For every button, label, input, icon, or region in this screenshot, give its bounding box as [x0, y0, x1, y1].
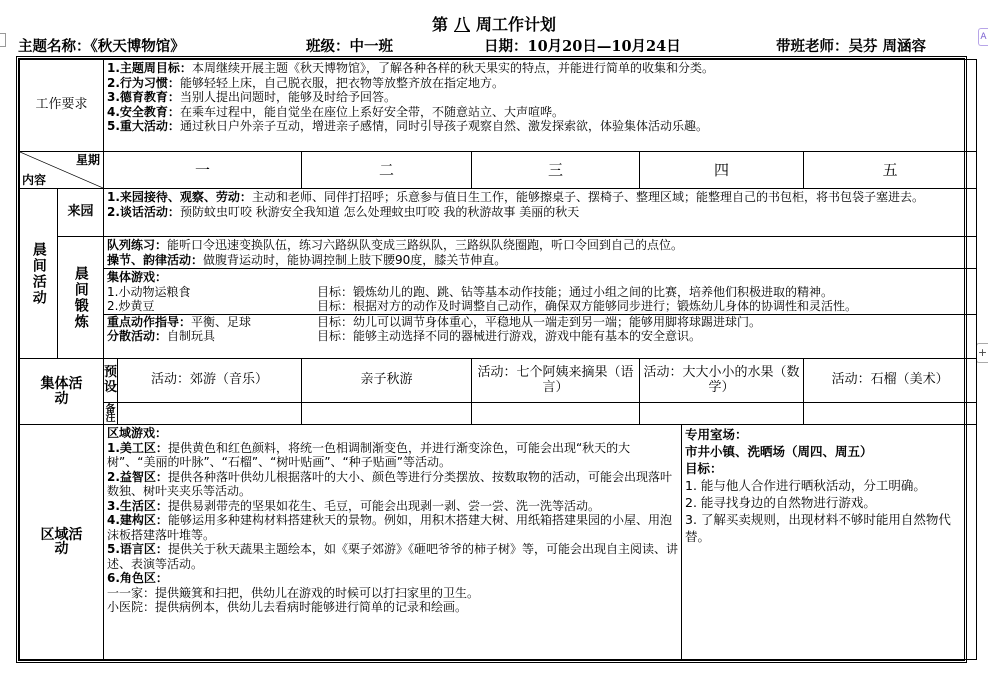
- morning-label-cell: [20, 189, 58, 359]
- preset-row: [20, 359, 977, 403]
- game-item: [107, 299, 973, 314]
- weekday-diagonal-cell: [20, 152, 104, 189]
- text-segment: 目标：幼儿可以调节身体重心，平稳地从一端走到另一端；能够用脚将球踢进球门。: [317, 314, 762, 329]
- activity-tue: 亲子秋游: [302, 359, 472, 403]
- text-segment: 2.炒黄豆: [107, 299, 155, 313]
- requirements-content: [104, 60, 977, 152]
- page-edge-marker: [0, 33, 6, 47]
- rhythm-item: 操节、韵律活动：做腹背运动时，能协调控制上肢下腰90度，膝关节伸直。: [107, 252, 507, 267]
- text-segment: 平衡、足球: [191, 314, 252, 329]
- day-thu: 四: [640, 152, 804, 189]
- preset-label: 预设: [104, 359, 118, 403]
- comment-marker-icon[interactable]: A: [978, 28, 988, 46]
- date-range: 日期：10月20日—10月24日: [484, 38, 681, 55]
- note-fri[interactable]: [804, 403, 977, 425]
- requirement-item: 1.主题周目标：本周继续开展主题《秋天博物馆》，了解各种各样的秋天果实的特点，并能进行简单的收集和分类。: [107, 61, 714, 75]
- room-goal-title: 目标：: [685, 461, 723, 476]
- text-segment: 自制玩具: [167, 329, 216, 343]
- split-item: 分散活动：自制玩具 目标：能够主动选择不同的器械进行游戏，游戏中能有基本的安全意识。: [107, 329, 702, 343]
- zone-item: 3.生活区：提供易剥带壳的坚果如花生、毛豆，可能会出现剥一剥、尝一尝、洗一洗等活动。: [107, 498, 600, 513]
- text-segment: 预防蚊虫叮咬 秋游安全我知道 怎么处理蚊虫叮咬 我的秋游故事 美丽的秋天: [179, 204, 580, 219]
- text-segment: 主动和老师、同伴打招呼；乐意参与值日生工作，能够擦桌子、摆椅子、整理区域；能整理自己的书包柜，将书包袋子塞进去。: [251, 190, 924, 204]
- note-tue[interactable]: [302, 403, 472, 425]
- text-segment: 提供关于秋天蔬果主题绘本，如《栗子郊游》《砸吧爷爷的柿子树》等，可能会出现自主阅读、讲述、表演等活动。: [107, 542, 678, 571]
- special-room: [682, 425, 977, 660]
- requirements-row: [20, 60, 977, 152]
- arrival-content: [104, 189, 977, 237]
- day-fri: 五: [804, 152, 977, 189]
- role-line: 一一家：提供簸箕和扫把，供幼儿在游戏的时候可以打扫家里的卫生。: [107, 585, 480, 600]
- requirement-item: 3.德育教育：当别人提出问题时，能够及时给予回答。: [107, 90, 396, 104]
- role-line: 小医院：提供病例本，供幼儿去看病时能够进行简单的记录和绘画。: [107, 600, 468, 614]
- text-segment: 能听口令迅速变换队伍，练习六路纵队变成三路纵队，三路纵队绕圈跑，听口令回到自己的点位。: [167, 238, 684, 252]
- zone-item: 4.建构区：能够运用多种建构材料搭建秋天的景物。例如，用积木搭建大树、用纸箱搭建果园的小屋、用泡沫板搭建落叶堆等。: [107, 513, 672, 542]
- note-thu[interactable]: [640, 403, 804, 425]
- add-row-icon[interactable]: +: [976, 343, 988, 363]
- class-name: 班级：中一班: [306, 38, 393, 55]
- arrival-label: 来园: [58, 189, 104, 237]
- zone-item: 2.益智区：提供各种落叶供幼儿根据落叶的大小、颜色等进行分类摆放、按数取物的活动，可能会出现落叶数独、树叶夹夹乐等活动。: [107, 469, 672, 498]
- week-number: 八: [453, 15, 470, 34]
- group-game-title: 集体游戏：: [107, 270, 168, 284]
- focus-item: 重点动作指导：平衡、足球 目标：幼儿可以调节身体重心，平稳地从一端走到另一端；能够用脚将球踢进球门。: [104, 314, 976, 330]
- room-goal: 2. 能寻找身边的自然物进行游戏。: [685, 495, 876, 510]
- text-segment: 能够轻轻上床，自己脱衣服，把衣物等放整齐放在指定地方。: [179, 75, 504, 90]
- area-row: [20, 425, 977, 660]
- zone-item: 1.美工区：提供黄色和红色颜料，将统一色相调制渐变色，并进行渐变涂色，可能会出现“秋天的大树”、“美丽的叶脉”、“石榴”、“树叶贴画”、“种子贴画”等活动。: [107, 440, 631, 469]
- content-corner-label: 内容: [22, 172, 47, 187]
- games-row: [20, 269, 977, 359]
- requirement-item: 2.行为习惯：能够轻轻上床，自己脱衣服，把衣物等放整齐放在指定地方。: [107, 75, 504, 90]
- arrival-item: 1.来园接待、观察、劳动：主动和老师、同伴打招呼；乐意参与值日生工作，能够擦桌子、摆椅子、整理区域；能整理自己的书包柜，将书包袋子塞进去。: [107, 190, 924, 204]
- zone-item: 6.角色区：: [107, 571, 168, 585]
- talk-item: 2.谈话活动：预防蚊虫叮咬 秋游安全我知道 怎么处理蚊虫叮咬 我的秋游故事 美丽的秋天: [107, 204, 580, 219]
- text-segment: 提供黄色和红色颜料，将统一色相调制渐变色，并进行渐变涂色，可能会出现“秋天的大树”、“美丽的叶脉”、“石榴”、“树叶贴画”、“种子贴画”等活动。: [107, 440, 631, 469]
- activity-thu: 活动：大大小小的水果（数学）: [640, 359, 804, 403]
- note-wed[interactable]: [472, 403, 640, 425]
- text-segment: 在乘车过程中，能自觉坐在座位上系好安全带，不随意站立、大声喧哗。: [179, 104, 564, 119]
- requirement-item: 4.安全教育：在乘车过程中，能自觉坐在座位上系好安全带，不随意站立、大声喧哗。: [107, 104, 564, 119]
- text-segment: 能够运用多种建构材料搭建秋天的景物。例如，用积木搭建大树、用纸箱搭建果园的小屋、用泡沫板搭建落叶堆等。: [107, 513, 672, 542]
- text-segment: 做腹背运动时，能协调控制上肢下腰90度，膝关节伸直。: [203, 252, 507, 267]
- note-label: 备注: [105, 403, 116, 424]
- text-segment: 目标：锻炼幼儿的跑、跳、钻等基本动作技能；通过小组之间的比赛，培养他们积极进取的精神。: [317, 284, 834, 299]
- area-content: [104, 425, 682, 660]
- text-segment: 目标：能够主动选择不同的器械进行游戏，游戏中能有基本的安全意识。: [317, 329, 702, 343]
- activity-fri: 活动：石榴（美术）: [804, 359, 977, 403]
- area-title: 区域游戏：: [107, 426, 168, 440]
- room-goal: 3. 了解买卖规则，出现材料不够时能用自然物代替。: [685, 512, 951, 544]
- activity-wed: 活动：七个阿姨来摘果（语言）: [472, 359, 640, 403]
- room-goal: 1. 能与他人合作进行晒秋活动，分工明确。: [685, 478, 926, 493]
- game-item: [107, 285, 973, 300]
- exercise-label: 晨间锻炼: [72, 265, 89, 330]
- teachers: 带班老师：吴芬 周涵容: [776, 38, 927, 55]
- text-segment: 提供各种落叶供幼儿根据落叶的大小、颜色等进行分类摆放、按数取物的活动，可能会出现落叶数独、树叶夹夹乐等活动。: [107, 469, 672, 498]
- drill-row: [20, 237, 977, 269]
- room-title: 专用室场：: [685, 427, 748, 442]
- text-segment: 提供易剥带壳的坚果如花生、毛豆，可能会出现剥一剥、尝一尝、洗一洗等活动。: [167, 498, 600, 513]
- weekday-corner-label: 星期: [76, 153, 101, 167]
- text-segment: 通过秋日户外亲子互动，增进亲子感情，同时引导孩子观察自然、激发探索欲，体验集体活动乐趣。: [179, 119, 708, 133]
- note-mon[interactable]: [118, 403, 302, 425]
- plan-table: [16, 56, 967, 663]
- page-title: [0, 12, 988, 35]
- exercise-label-cell: [58, 237, 104, 359]
- weekday-header-row: [20, 152, 977, 189]
- requirement-item: 5.重大活动：通过秋日户外亲子互动，增进亲子感情，同时引导孩子观察自然、激发探索欲，体验集体活动乐趣。: [107, 119, 708, 133]
- text-segment: 第: [431, 15, 448, 34]
- drill-content: [104, 237, 977, 269]
- day-mon: 一: [104, 152, 302, 189]
- group-activity-label: 集体活动: [20, 359, 104, 425]
- text-segment: 周工作计划: [476, 15, 557, 34]
- activity-mon: 活动：郊游（音乐）: [118, 359, 302, 403]
- day-tue: 二: [302, 152, 472, 189]
- theme-name: 主题名称：《秋天博物馆》: [18, 38, 185, 55]
- queue-item: 队列练习：能听口令迅速变换队伍，练习六路纵队变成三路纵队，三路纵队绕圈跑，听口令回到自己的点位。: [107, 238, 684, 252]
- text-segment: 本周继续开展主题《秋天博物馆》，了解各种各样的秋天果实的特点，并能进行简单的收集和分类。: [191, 61, 714, 75]
- arrival-row: [20, 189, 977, 237]
- morning-label: 晨间活动: [30, 241, 47, 306]
- note-row: [20, 403, 977, 425]
- area-label: 区域活动: [20, 425, 104, 660]
- day-wed: 三: [472, 152, 640, 189]
- games-content: [104, 269, 977, 359]
- requirements-label: 工作要求: [20, 60, 104, 152]
- room-name: 市井小镇、洗晒场（周四、周五）: [685, 444, 873, 459]
- zone-item: 5.语言区：提供关于秋天蔬果主题绘本，如《栗子郊游》《砸吧爷爷的柿子树》等，可能会出现自主阅读、讲述、表演等活动。: [107, 542, 678, 571]
- text-segment: 当别人提出问题时，能够及时给予回答。: [179, 90, 396, 104]
- text-segment: 1.小动物运粮食: [107, 284, 191, 299]
- text-segment: 目标：根据对方的动作及时调整自己动作，确保双方能够同步进行；锻炼幼儿身体的协调性和灵活性。: [317, 299, 858, 313]
